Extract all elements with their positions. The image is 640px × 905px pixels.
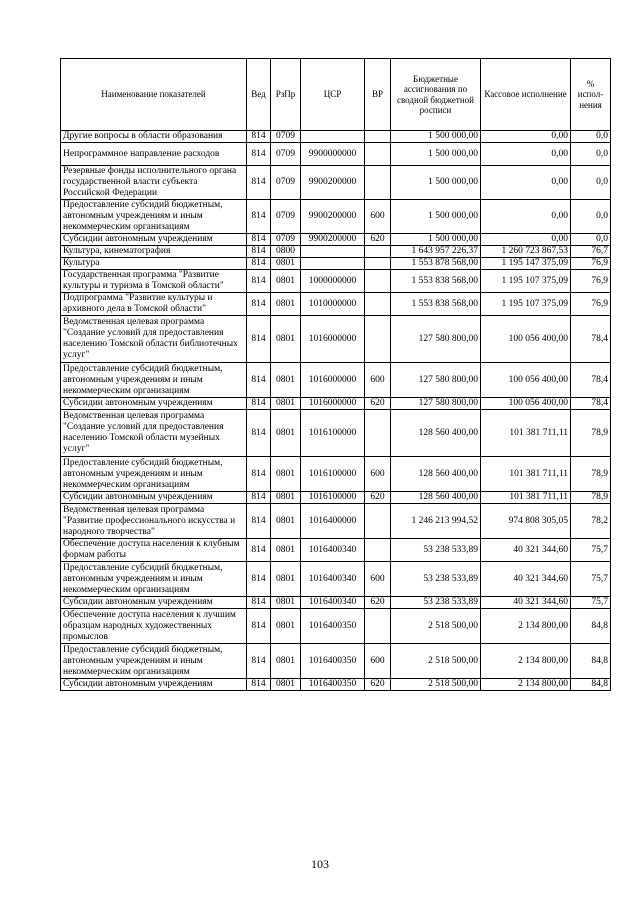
cell-cash: 1 195 107 375,09	[481, 293, 571, 316]
cell-cash: 1 260 723 867,53	[481, 246, 571, 258]
cell-name: Непрограммное направление расходов	[61, 143, 247, 166]
cell-ved: 814	[247, 562, 271, 597]
cell-rzpr: 0801	[271, 679, 301, 691]
cell-name: Субсидии автономным учреждениям	[61, 398, 247, 410]
cell-cash: 2 134 800,00	[481, 609, 571, 644]
cell-ved: 814	[247, 234, 271, 246]
cell-csr: 1016100000	[301, 457, 365, 492]
cell-ved: 814	[247, 316, 271, 363]
cell-csr: 1010000000	[301, 293, 365, 316]
cell-budget: 127 580 800,00	[391, 363, 481, 398]
table-row	[61, 166, 611, 200]
cell-rzpr: 0709	[271, 234, 301, 246]
cell-pct: 76,9	[571, 270, 611, 293]
cell-pct: 84,8	[571, 644, 611, 679]
cell-vr: 620	[365, 398, 391, 410]
cell-rzpr: 0709	[271, 131, 301, 143]
table-row	[61, 293, 611, 316]
cell-pct: 84,8	[571, 679, 611, 691]
cell-csr: 1016400350	[301, 679, 365, 691]
cell-budget: 53 238 533,89	[391, 562, 481, 597]
cell-cash: 101 381 711,11	[481, 492, 571, 504]
cell-rzpr: 0801	[271, 363, 301, 398]
cell-pct: 0,0	[571, 166, 611, 200]
cell-budget: 2 518 500,00	[391, 609, 481, 644]
cell-vr: 620	[365, 234, 391, 246]
table-row	[61, 504, 611, 539]
cell-vr	[365, 316, 391, 363]
cell-vr: 600	[365, 644, 391, 679]
cell-vr: 620	[365, 679, 391, 691]
cell-name: Субсидии автономным учреждениям	[61, 679, 247, 691]
cell-pct: 76,7	[571, 246, 611, 258]
cell-ved: 814	[247, 143, 271, 166]
table-row	[61, 492, 611, 504]
table-row	[61, 363, 611, 398]
cell-vr	[365, 539, 391, 562]
cell-pct: 75,7	[571, 562, 611, 597]
cell-csr: 1016000000	[301, 398, 365, 410]
cell-name: Предоставление субсидий бюджетным, автономным учреждениям и иным некоммерческим организациям	[61, 200, 247, 234]
cell-csr	[301, 246, 365, 258]
cell-vr	[365, 246, 391, 258]
cell-budget: 1 500 000,00	[391, 143, 481, 166]
cell-budget: 127 580 800,00	[391, 316, 481, 363]
cell-budget: 1 643 957 226,37	[391, 246, 481, 258]
cell-vr: 620	[365, 597, 391, 609]
cell-rzpr: 0801	[271, 539, 301, 562]
cell-name: Предоставление субсидий бюджетным, автономным учреждениям и иным некоммерческим организациям	[61, 644, 247, 679]
cell-cash: 0,00	[481, 143, 571, 166]
cell-vr: 600	[365, 363, 391, 398]
cell-rzpr: 0801	[271, 457, 301, 492]
table-row	[61, 131, 611, 143]
cell-csr: 9900200000	[301, 234, 365, 246]
cell-ved: 814	[247, 410, 271, 457]
cell-ved: 814	[247, 363, 271, 398]
cell-rzpr: 0801	[271, 562, 301, 597]
cell-vr	[365, 258, 391, 270]
cell-csr: 9900200000	[301, 166, 365, 200]
cell-ved: 814	[247, 258, 271, 270]
cell-vr	[365, 293, 391, 316]
cell-pct: 78,4	[571, 398, 611, 410]
cell-ved: 814	[247, 293, 271, 316]
cell-name: Государственная программа "Развитие культуры и туризма в Томской области"	[61, 270, 247, 293]
cell-vr: 600	[365, 562, 391, 597]
cell-rzpr: 0801	[271, 398, 301, 410]
cell-cash: 0,00	[481, 166, 571, 200]
cell-pct: 76,9	[571, 258, 611, 270]
cell-csr: 1016000000	[301, 316, 365, 363]
cell-name: Ведомственная целевая программа "Развитие профессионального искусства и народного творчества"	[61, 504, 247, 539]
cell-rzpr: 0801	[271, 644, 301, 679]
cell-vr	[365, 609, 391, 644]
cell-csr: 1016400340	[301, 597, 365, 609]
cell-csr: 9900200000	[301, 200, 365, 234]
cell-cash: 2 134 800,00	[481, 644, 571, 679]
cell-name: Субсидии автономным учреждениям	[61, 234, 247, 246]
cell-budget: 1 246 213 994,52	[391, 504, 481, 539]
cell-pct: 78,4	[571, 316, 611, 363]
header-budget: Бюджетные ассигнования по сводной бюджетной росписи	[391, 59, 481, 131]
cell-ved: 814	[247, 492, 271, 504]
cell-csr: 1016400000	[301, 504, 365, 539]
cell-vr	[365, 166, 391, 200]
cell-budget: 2 518 500,00	[391, 679, 481, 691]
cell-rzpr: 0709	[271, 166, 301, 200]
table-row	[61, 597, 611, 609]
cell-csr	[301, 258, 365, 270]
cell-cash: 40 321 344,60	[481, 597, 571, 609]
cell-csr: 1000000000	[301, 270, 365, 293]
cell-rzpr: 0801	[271, 258, 301, 270]
cell-ved: 814	[247, 644, 271, 679]
cell-ved: 814	[247, 166, 271, 200]
cell-name: Предоставление субсидий бюджетным, автономным учреждениям и иным некоммерческим организациям	[61, 562, 247, 597]
cell-budget: 1 500 000,00	[391, 166, 481, 200]
table-row	[61, 200, 611, 234]
cell-name: Субсидии автономным учреждениям	[61, 492, 247, 504]
header-name: Наименование показателей	[61, 59, 247, 131]
cell-pct: 84,8	[571, 609, 611, 644]
cell-budget: 128 560 400,00	[391, 410, 481, 457]
cell-ved: 814	[247, 398, 271, 410]
table-header-row	[61, 59, 611, 131]
cell-name: Предоставление субсидий бюджетным, автономным учреждениям и иным некоммерческим организациям	[61, 457, 247, 492]
cell-rzpr: 0801	[271, 316, 301, 363]
cell-csr: 1016100000	[301, 410, 365, 457]
cell-ved: 814	[247, 270, 271, 293]
cell-budget: 1 553 878 568,00	[391, 258, 481, 270]
cell-ved: 814	[247, 597, 271, 609]
cell-cash: 101 381 711,11	[481, 457, 571, 492]
cell-csr: 1016000000	[301, 363, 365, 398]
cell-ved: 814	[247, 200, 271, 234]
cell-pct: 75,7	[571, 597, 611, 609]
cell-vr: 600	[365, 457, 391, 492]
cell-csr: 1016400340	[301, 539, 365, 562]
cell-vr: 620	[365, 492, 391, 504]
table-row	[61, 457, 611, 492]
cell-pct: 78,4	[571, 363, 611, 398]
cell-name: Резервные фонды исполнительного органа государственной власти субъекта Российской Федерации	[61, 166, 247, 200]
cell-cash: 0,00	[481, 131, 571, 143]
table-body	[61, 131, 611, 691]
cell-pct: 75,7	[571, 539, 611, 562]
cell-rzpr: 0801	[271, 504, 301, 539]
cell-rzpr: 0801	[271, 293, 301, 316]
cell-rzpr: 0801	[271, 609, 301, 644]
cell-ved: 814	[247, 504, 271, 539]
table-row	[61, 270, 611, 293]
cell-rzpr: 0800	[271, 246, 301, 258]
cell-cash: 100 056 400,00	[481, 316, 571, 363]
header-vr: ВР	[365, 59, 391, 131]
cell-name: Обеспечение доступа населения к клубным формам работы	[61, 539, 247, 562]
cell-cash: 100 056 400,00	[481, 363, 571, 398]
cell-cash: 101 381 711,11	[481, 410, 571, 457]
cell-budget: 1 500 000,00	[391, 234, 481, 246]
cell-budget: 53 238 533,89	[391, 539, 481, 562]
cell-cash: 0,00	[481, 200, 571, 234]
cell-budget: 128 560 400,00	[391, 492, 481, 504]
cell-budget: 1 500 000,00	[391, 131, 481, 143]
table-row	[61, 143, 611, 166]
table-row	[61, 398, 611, 410]
cell-name: Субсидии автономным учреждениям	[61, 597, 247, 609]
cell-name: Подпрограмма "Развитие культуры и архивного дела в Томской области"	[61, 293, 247, 316]
cell-pct: 78,9	[571, 457, 611, 492]
cell-csr: 1016400350	[301, 609, 365, 644]
cell-budget: 127 580 800,00	[391, 398, 481, 410]
cell-cash: 1 195 107 375,09	[481, 270, 571, 293]
cell-pct: 78,9	[571, 492, 611, 504]
cell-vr	[365, 270, 391, 293]
header-rzpr: РзПр	[271, 59, 301, 131]
cell-pct: 0,0	[571, 143, 611, 166]
cell-ved: 814	[247, 131, 271, 143]
cell-cash: 40 321 344,60	[481, 539, 571, 562]
cell-cash: 100 056 400,00	[481, 398, 571, 410]
cell-budget: 2 518 500,00	[391, 644, 481, 679]
cell-rzpr: 0709	[271, 143, 301, 166]
cell-rzpr: 0709	[271, 200, 301, 234]
table-row	[61, 234, 611, 246]
cell-budget: 1 553 838 568,00	[391, 293, 481, 316]
cell-name: Ведомственная целевая программа "Создание условий для предоставления населению Томской области музейных услуг"	[61, 410, 247, 457]
cell-csr: 9900000000	[301, 143, 365, 166]
cell-pct: 78,2	[571, 504, 611, 539]
cell-ved: 814	[247, 609, 271, 644]
cell-budget: 128 560 400,00	[391, 457, 481, 492]
cell-rzpr: 0801	[271, 492, 301, 504]
cell-rzpr: 0801	[271, 410, 301, 457]
table-row	[61, 609, 611, 644]
table-row	[61, 410, 611, 457]
table-row	[61, 316, 611, 363]
cell-ved: 814	[247, 457, 271, 492]
table-row	[61, 246, 611, 258]
cell-pct: 78,9	[571, 410, 611, 457]
cell-vr	[365, 410, 391, 457]
cell-name: Предоставление субсидий бюджетным, автономным учреждениям и иным некоммерческим организациям	[61, 363, 247, 398]
cell-name: Ведомственная целевая программа "Создание условий для предоставления населению Томской области библиотечных услуг"	[61, 316, 247, 363]
cell-pct: 0,0	[571, 131, 611, 143]
cell-ved: 814	[247, 539, 271, 562]
table-row	[61, 562, 611, 597]
cell-cash: 1 195 147 375,09	[481, 258, 571, 270]
cell-pct: 0,0	[571, 234, 611, 246]
cell-cash: 2 134 800,00	[481, 679, 571, 691]
cell-csr: 1016100000	[301, 492, 365, 504]
cell-cash: 40 321 344,60	[481, 562, 571, 597]
cell-budget: 53 238 533,89	[391, 597, 481, 609]
table-row	[61, 679, 611, 691]
cell-name: Обеспечение доступа населения к лучшим образцам народных художественных промыслов	[61, 609, 247, 644]
cell-pct: 0,0	[571, 200, 611, 234]
cell-rzpr: 0801	[271, 270, 301, 293]
header-ved: Вед	[247, 59, 271, 131]
cell-budget: 1 553 838 568,00	[391, 270, 481, 293]
cell-name: Культура	[61, 258, 247, 270]
cell-vr	[365, 143, 391, 166]
header-pct: % испол-нения	[571, 59, 611, 131]
cell-csr	[301, 131, 365, 143]
cell-budget: 1 500 000,00	[391, 200, 481, 234]
cell-cash: 0,00	[481, 234, 571, 246]
cell-pct: 76,9	[571, 293, 611, 316]
table-row	[61, 539, 611, 562]
cell-ved: 814	[247, 679, 271, 691]
cell-name: Культура, кинематография	[61, 246, 247, 258]
cell-csr: 1016400340	[301, 562, 365, 597]
cell-name: Другие вопросы в области образования	[61, 131, 247, 143]
budget-execution-table	[60, 58, 611, 691]
cell-rzpr: 0801	[271, 597, 301, 609]
table-row	[61, 644, 611, 679]
table-row	[61, 258, 611, 270]
header-csr: ЦСР	[301, 59, 365, 131]
cell-vr	[365, 504, 391, 539]
header-cash: Кассовое исполнение	[481, 59, 571, 131]
cell-ved: 814	[247, 246, 271, 258]
cell-vr	[365, 131, 391, 143]
cell-csr: 1016400350	[301, 644, 365, 679]
cell-cash: 974 808 305,05	[481, 504, 571, 539]
page-number: 103	[311, 857, 329, 871]
cell-vr: 600	[365, 200, 391, 234]
